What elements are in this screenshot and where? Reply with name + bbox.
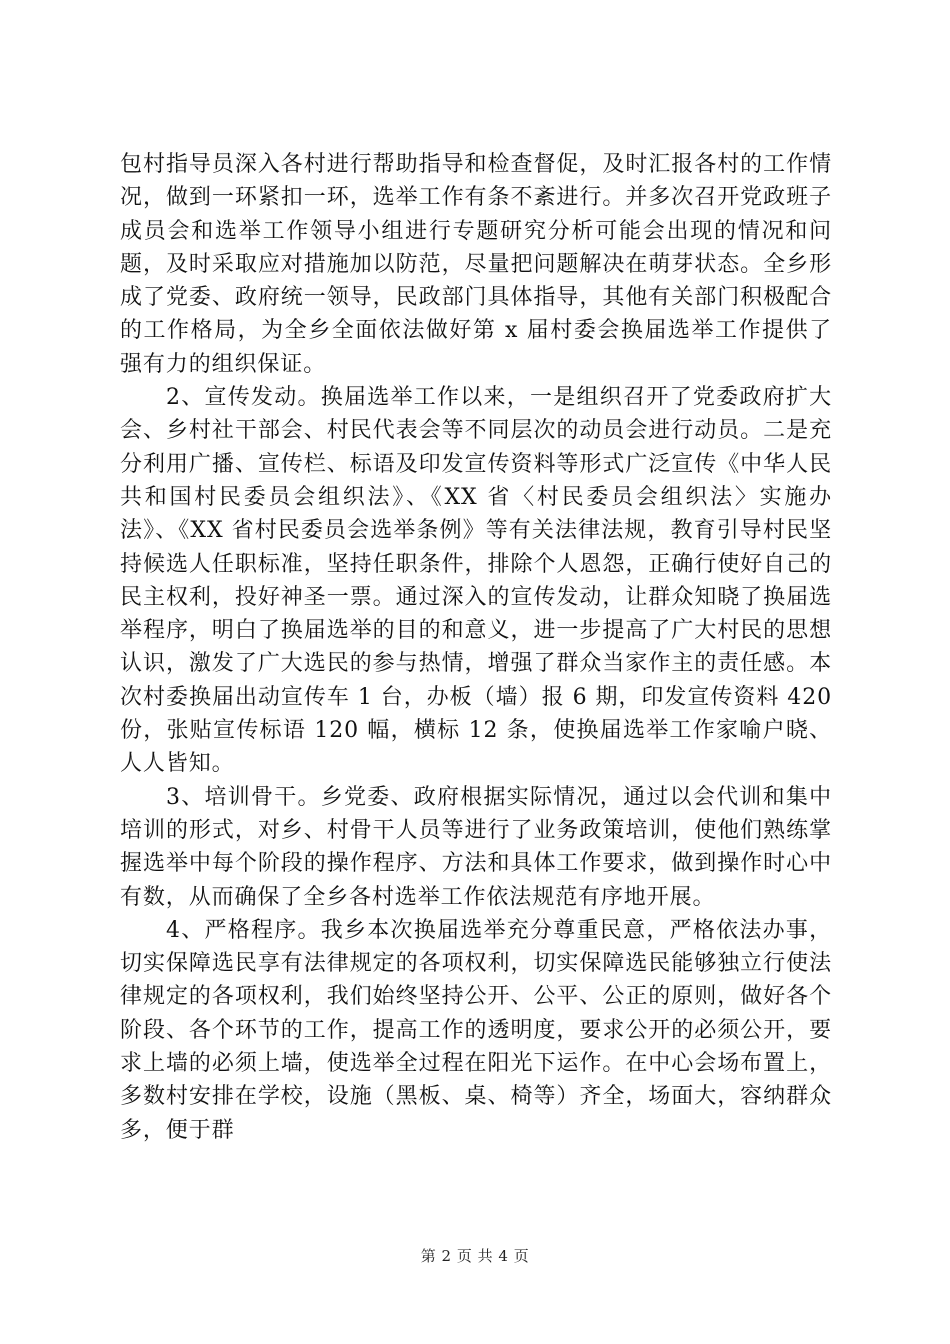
paragraph-2: 2、宣传发动。换届选举工作以来，一是组织召开了党委政府扩大会、乡村社干部会、村民代表会等不同层次的动员会进行动员。二是充分利用广播、宣传栏、标语及印发宣传资料等形式广泛宣传《中华人民共和国村民委员会组织法》、《XX 省〈村民委员会组织法〉实施办法》、《XX 省村民委员会选举条例》等有关法律法规，教育引导村民坚持候选人任职标准，坚持任职条件，排除个人恩怨，正确行使好自己的民主权利，投好神圣一票。通过深入的宣传发动，让群众知晓了换届选举程序，明白了换届选举的目的和意义，进一步提高了广大村民的思想认识，激发了广大选民的参与热情，增强了群众当家作主的责任感。本次村委换届出动宣传车 1 台，办板（墙）报 6 期，印发宣传资料 420 份，张贴宣传标语 120 幅，横标 12 条，使换届选举工作家喻户晓、人人皆知。	[120, 385, 832, 777]
paragraph-1: 包村指导员深入各村进行帮助指导和检查督促，及时汇报各村的工作情况，做到一环紧扣一环，选举工作有条不紊进行。并多次召开党政班子成员会和选举工作领导小组进行专题研究分析可能会出现的情况和问题，及时采取应对措施加以防范，尽量把问题解决在萌芽状态。全乡形成了党委、政府统一领导，民政部门具体指导，其他有关部门积极配合的工作格局，为全乡全面依法做好第 x 届村委会换届选举工作提供了强有力的组织保证。	[120, 152, 832, 377]
page-number-footer: 第 2 页 共 4 页	[420, 1247, 530, 1265]
paragraph-4: 4、严格程序。我乡本次换届选举充分尊重民意，严格依法办事，切实保障选民享有法律规定的各项权利，切实保障选民能够独立行使法律规定的各项权利，我们始终坚持公开、公平、公正的原则，做好各个阶段、各个环节的工作，提高工作的透明度，要求公开的必须公开，要求上墙的必须上墙，使选举全过程在阳光下运作。在中心会场布置上，多数村安排在学校，设施（黑板、桌、椅等）齐全，场面大，容纳群众多，便于群	[120, 917, 832, 1143]
paragraph-3: 3、培训骨干。乡党委、政府根据实际情况，通过以会代训和集中培训的形式，对乡、村骨干人员等进行了业务政策培训，使他们熟练掌握选举中每个阶段的操作程序、方法和具体工作要求，做到操作时心中有数，从而确保了全乡各村选举工作依法规范有序地开展。	[120, 784, 832, 910]
document-body	[120, 148, 832, 1147]
